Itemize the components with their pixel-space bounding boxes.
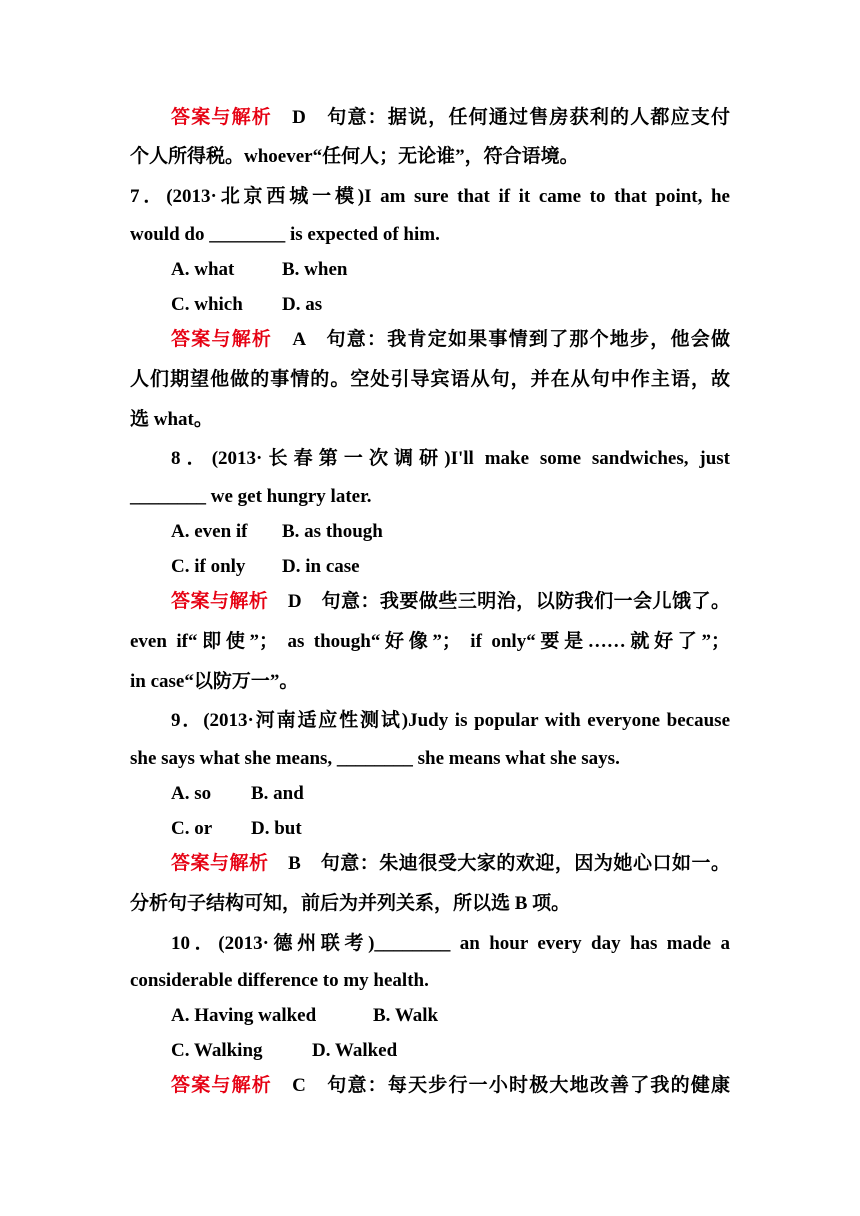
option-d: D. in case: [282, 556, 360, 577]
option-a: A. what: [171, 259, 235, 280]
question-stem: [130, 185, 730, 209]
option-d: D. but: [251, 818, 302, 839]
text-line: [130, 892, 730, 916]
line-text: 人们期望他做的事情的。空处引导宾语从句，并在从句中作主语，故: [130, 369, 730, 390]
answer-text: A 句意：我肯定如果事情到了那个地步，他会做: [272, 329, 730, 350]
line-text: would do ________ is expected of him.: [130, 224, 440, 245]
options-row: [171, 293, 730, 317]
options-row: [171, 520, 730, 544]
question-stem: [130, 747, 730, 771]
question-stem: [130, 485, 730, 509]
answer-label: 答案与解析: [171, 853, 269, 874]
line-text: 选 what。: [130, 409, 213, 430]
options-row: [171, 1004, 730, 1028]
answer-line: [171, 328, 730, 352]
line-text: even if“即使”； as though“好像”； if only“要是……就好了”；: [130, 631, 730, 652]
option-c: C. which: [171, 294, 243, 315]
text-line: [130, 145, 730, 169]
answer-text: C 句意：每天步行一小时极大地改善了我的健康: [271, 1075, 730, 1096]
answer-label: 答案与解析: [171, 1075, 272, 1096]
options-row: [171, 817, 730, 841]
question-stem: [130, 969, 730, 993]
line-text: considerable difference to my health.: [130, 970, 429, 991]
question-stem: [130, 223, 730, 247]
line-text: she says what she means, ________ she means what she says.: [130, 748, 620, 769]
answer-text: D 句意：据说，任何通过售房获利的人都应支付: [271, 107, 730, 128]
option-c: C. or: [171, 818, 213, 839]
option-d: D. Walked: [312, 1040, 398, 1061]
answer-label: 答案与解析: [171, 107, 272, 128]
line-text: 10．(2013·德州联考)________ an hour every day has made a: [171, 933, 730, 954]
options-row: [171, 258, 730, 282]
text-line: [130, 408, 730, 432]
answer-line: [171, 852, 730, 876]
text-line: [130, 630, 730, 654]
answer-label: 答案与解析: [171, 591, 269, 612]
option-a: A. Having walked: [171, 1005, 317, 1026]
line-text: 个人所得税。whoever“任何人；无论谁”，符合语境。: [130, 146, 579, 167]
option-b: B. Walk: [373, 1005, 439, 1026]
line-text: ________ we get hungry later.: [130, 486, 372, 507]
line-text: in case“以防万一”。: [130, 671, 299, 692]
option-c: C. if only: [171, 556, 246, 577]
option-b: B. as though: [282, 521, 383, 542]
question-stem: [171, 932, 730, 956]
options-row: [171, 782, 730, 806]
options-row: [171, 1039, 730, 1063]
question-stem: [171, 447, 730, 471]
line-text: 8．(2013·长春第一次调研)I'll make some sandwiches, just: [171, 448, 730, 469]
text-line: [130, 368, 730, 392]
question-stem: [171, 709, 730, 733]
answer-line: [171, 1074, 730, 1098]
line-text: 分析句子结构可知，前后为并列关系，所以选 B 项。: [130, 893, 571, 914]
answer-text: D 句意：我要做些三明治，以防我们一会儿饿了。: [268, 591, 730, 612]
options-row: [171, 555, 730, 579]
option-b: B. and: [251, 783, 304, 804]
option-a: A. even if: [171, 521, 248, 542]
answer-line: [171, 590, 730, 614]
line-text: 7．(2013·北京西城一模)I am sure that if it came to that point, he: [130, 186, 730, 207]
text-line: [130, 670, 730, 694]
line-text: 9．(2013·河南适应性测试)Judy is popular with everyone because: [171, 710, 730, 731]
answer-label: 答案与解析: [171, 329, 273, 350]
option-c: C. Walking: [171, 1040, 263, 1061]
option-b: B. when: [282, 259, 348, 280]
option-d: D. as: [282, 294, 323, 315]
option-a: A. so: [171, 783, 212, 804]
answer-line: [171, 106, 730, 130]
answer-text: B 句意：朱迪很受大家的欢迎，因为她心口如一。: [268, 853, 730, 874]
